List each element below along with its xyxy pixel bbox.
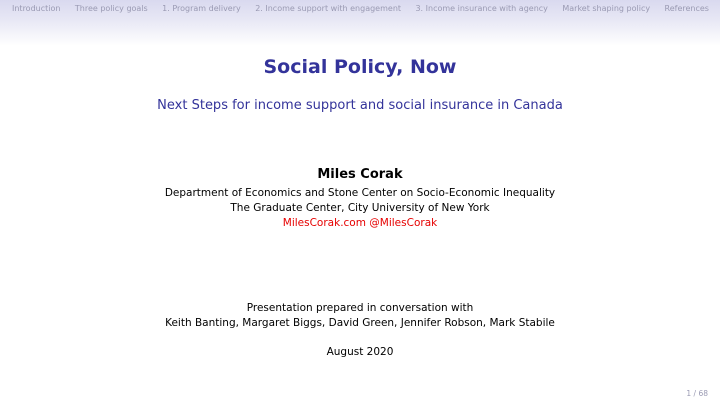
presentation-date: August 2020	[326, 346, 394, 358]
header-bar	[0, 0, 720, 46]
slide-subtitle: Next Steps for income support and social insurance in Canada	[157, 98, 563, 113]
nav-introduction[interactable]: Introduction	[12, 4, 61, 13]
nav-income-insurance[interactable]: 3. Income insurance with agency	[415, 4, 548, 13]
nav-references[interactable]: References	[664, 4, 709, 13]
affiliation-line-2: The Graduate Center, City University of New York	[230, 202, 490, 214]
author-name: Miles Corak	[317, 167, 403, 182]
collaborators-list: Keith Banting, Margaret Biggs, David Green, Jennifer Robson, Mark Stabile	[165, 317, 555, 329]
nav-program-delivery[interactable]: 1. Program delivery	[162, 4, 241, 13]
slide-title: Social Policy, Now	[263, 56, 457, 78]
nav-market-shaping[interactable]: Market shaping policy	[562, 4, 651, 13]
nav-income-support[interactable]: 2. Income support with engagement	[255, 4, 402, 13]
section-navigation	[0, 4, 720, 13]
presentation-note: Presentation prepared in conversation with	[246, 302, 474, 314]
page-number: 1 / 68	[686, 389, 708, 398]
nav-three-policy-goals[interactable]: Three policy goals	[74, 4, 148, 13]
author-links[interactable]: MilesCorak.com @MilesCorak	[282, 217, 438, 229]
affiliation-line-1: Department of Economics and Stone Center on Socio-Economic Inequality	[164, 187, 556, 199]
